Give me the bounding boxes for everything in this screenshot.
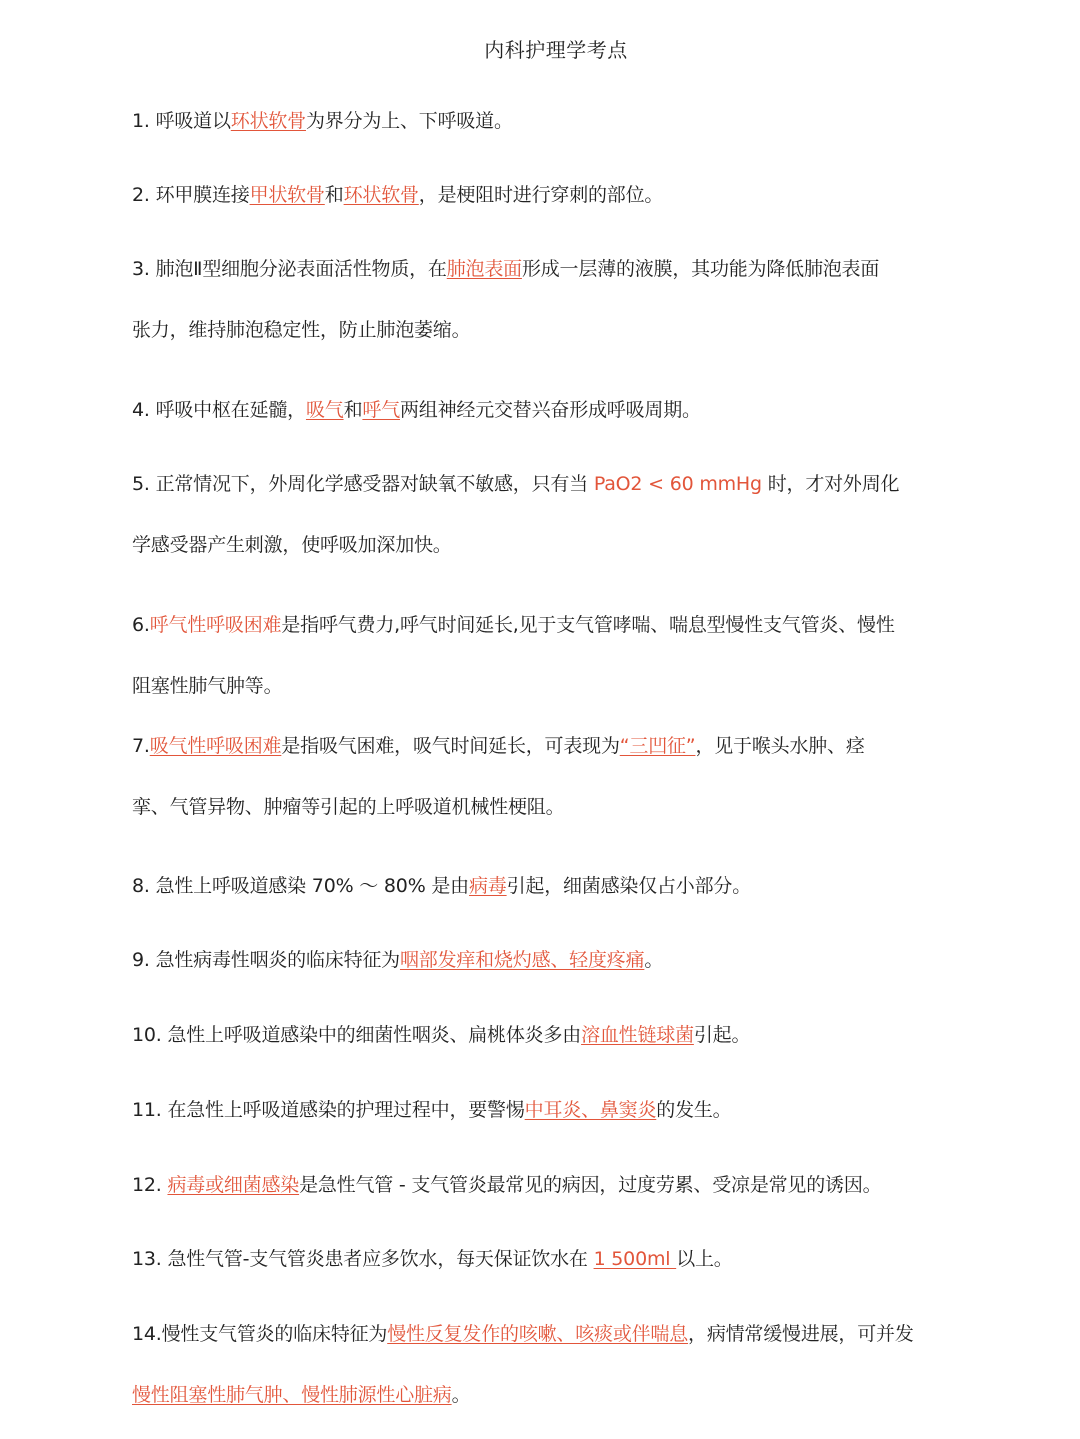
point-13	[132, 1246, 733, 1272]
highlighted-term: 病毒	[469, 875, 507, 897]
text-segment: 引起。	[693, 1024, 751, 1046]
text-segment: 。	[644, 949, 664, 971]
text-segment: 1. 呼吸道以	[132, 110, 231, 132]
point-4	[132, 397, 701, 423]
text-segment: 7.	[132, 735, 150, 757]
point-6-line-2	[132, 673, 282, 699]
highlighted-term: 呼气	[362, 399, 400, 421]
text-segment: 阻塞性肺气肿等。	[132, 675, 283, 697]
text-segment: 14.慢性支气管炎的临床特征为	[132, 1323, 388, 1345]
point-5-line-2	[132, 532, 452, 558]
point-8	[132, 873, 751, 899]
text-segment: 是指呼气费力,呼气时间延长,见于支气管哮喘、喘息型慢性支气管炎、慢性	[281, 614, 895, 636]
text-segment: 时，才对外周化	[761, 473, 900, 495]
text-segment: 挛、气管异物、肿瘤等引起的上呼吸道机械性梗阻。	[132, 796, 565, 818]
text-segment: 6.	[132, 614, 150, 636]
text-segment: 2. 环甲膜连接	[132, 184, 250, 206]
highlighted-term: 吸气	[305, 399, 344, 421]
page-title: 内科护理学考点	[484, 38, 628, 62]
point-11	[132, 1097, 731, 1123]
text-segment: 和	[343, 399, 363, 421]
highlighted-term: 咽部发痒和烧灼感、轻度疼痛	[399, 949, 645, 971]
point-1	[132, 108, 513, 134]
text-segment: 8. 急性上呼吸道感染 70% ～ 80% 是由	[132, 875, 469, 897]
text-segment: 4. 呼吸中枢在延髓，	[132, 399, 306, 421]
point-2	[132, 182, 663, 208]
highlighted-term: 吸气性呼吸困难	[149, 735, 282, 757]
point-9	[132, 947, 663, 973]
text-segment: 的发生。	[656, 1099, 732, 1121]
text-segment: ，见于喉头水肿、痉	[695, 735, 865, 757]
text-segment: 5. 正常情况下，外周化学感受器对缺氧不敏感，只有当	[132, 473, 594, 495]
point-12	[132, 1172, 881, 1198]
highlighted-term: 环状软骨	[230, 110, 306, 132]
text-segment: 以上。	[676, 1248, 733, 1270]
text-segment: 引起，细菌感染仅占小部分。	[506, 875, 752, 897]
point-10	[132, 1022, 750, 1048]
highlighted-term: 肺泡表面	[446, 258, 522, 280]
text-segment: 形成一层薄的液膜，其功能为降低肺泡表面	[521, 258, 880, 280]
text-segment: ，病情常缓慢进展，可并发	[688, 1323, 914, 1345]
point-5-line-1	[132, 471, 899, 497]
highlighted-term: 中耳炎、鼻窦炎	[524, 1099, 657, 1121]
highlighted-term: 慢性反复发作的咳嗽、咳痰或伴喘息	[387, 1323, 689, 1345]
highlighted-term: 慢性阻塞性肺气肿、慢性肺源性心脏病	[132, 1384, 452, 1406]
text-segment: 10. 急性上呼吸道感染中的细菌性咽炎、扁桃体炎多由	[132, 1024, 582, 1046]
text-segment: 是指吸气困难，吸气时间延长，可表现为	[281, 735, 620, 757]
text-segment: 为界分为上、下呼吸道。	[305, 110, 513, 132]
text-segment: 学感受器产生刺激，使呼吸加深加快。	[132, 534, 452, 556]
highlighted-term: PaO2 < 60 mmHg	[593, 473, 762, 495]
highlighted-term: 溶血性链球菌	[581, 1024, 694, 1046]
highlighted-term: 病毒或细菌感染	[167, 1174, 300, 1196]
text-segment: ，是梗阻时进行穿刺的部位。	[418, 184, 664, 206]
text-segment: 和	[324, 184, 344, 206]
text-segment: 两组神经元交替兴奋形成呼吸周期。	[400, 399, 701, 421]
point-3-line-1	[132, 256, 879, 282]
point-3-line-2	[132, 317, 470, 343]
text-segment: 12.	[132, 1174, 168, 1196]
text-segment: 是急性气管 - 支气管炎最常见的病因，过度劳累、受凉是常见的诱因。	[299, 1174, 882, 1196]
text-segment: 9. 急性病毒性咽炎的临床特征为	[132, 949, 400, 971]
highlighted-term: “三凹征”	[619, 735, 696, 757]
text-segment: 13. 急性气管-支气管炎患者应多饮水，每天保证饮水在	[132, 1248, 594, 1270]
text-segment: 张力，维持肺泡稳定性，防止肺泡萎缩。	[132, 319, 471, 341]
point-14-line-2	[132, 1382, 470, 1408]
highlighted-term: 呼气性呼吸困难	[149, 614, 282, 636]
text-segment: 3. 肺泡Ⅱ型细胞分泌表面活性物质，在	[132, 258, 447, 280]
text-segment: 11. 在急性上呼吸道感染的护理过程中，要警惕	[132, 1099, 525, 1121]
point-7-line-2	[132, 794, 564, 820]
point-14-line-1	[132, 1321, 914, 1347]
highlighted-term: 甲状软骨	[249, 184, 325, 206]
text-segment: 。	[451, 1384, 471, 1406]
point-7-line-1	[132, 733, 865, 759]
highlighted-term: 环状软骨	[343, 184, 419, 206]
highlighted-term: 1 500ml	[593, 1248, 677, 1270]
point-6-line-1	[132, 612, 895, 638]
